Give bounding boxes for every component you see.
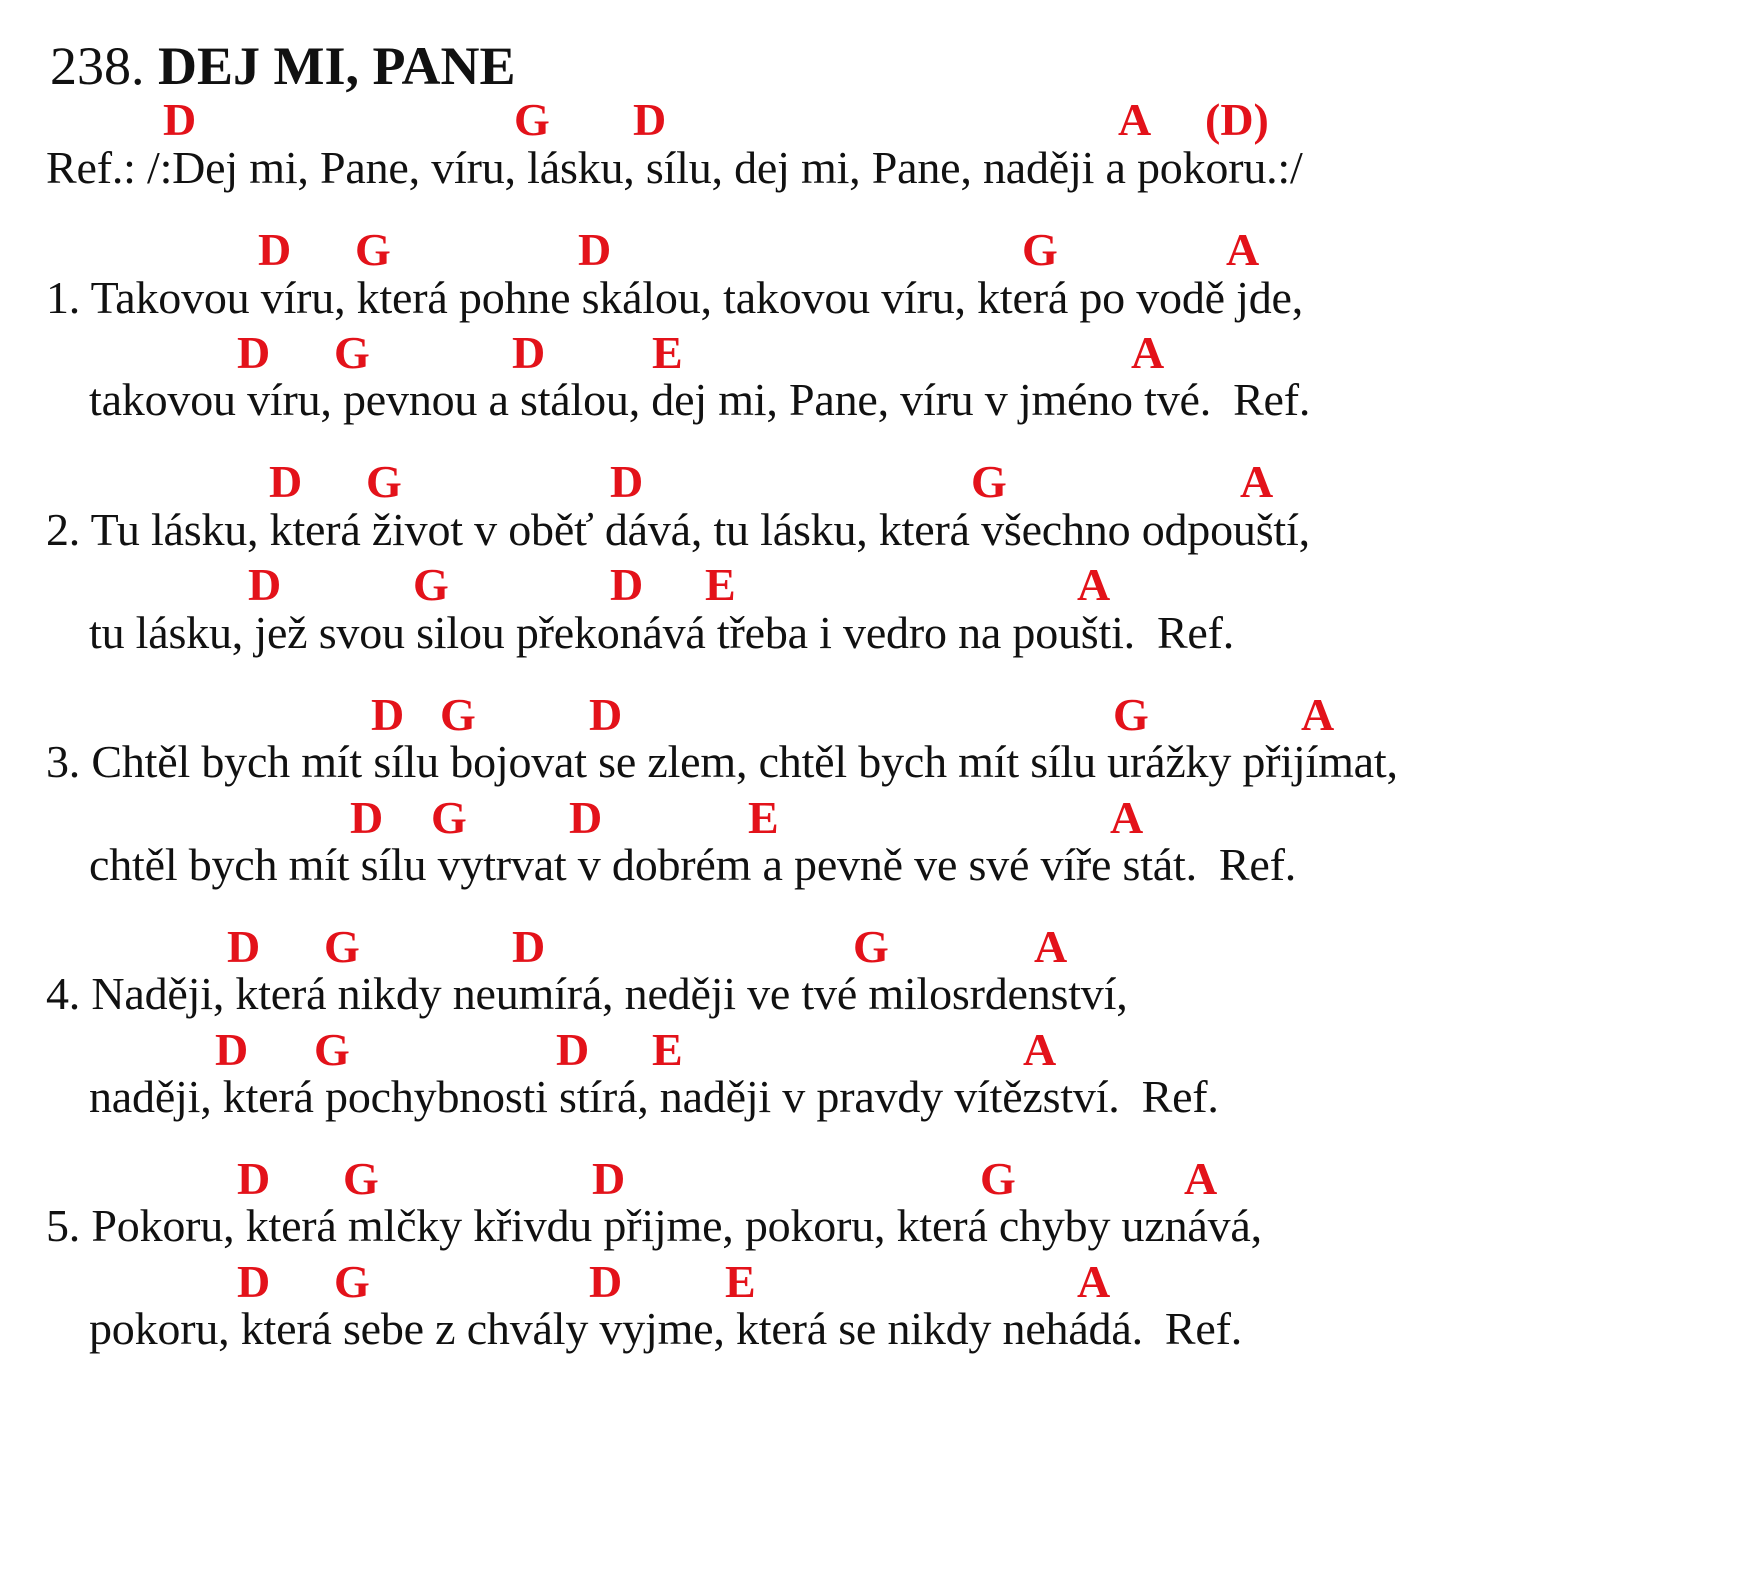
chord: D	[248, 559, 282, 610]
chord: D	[592, 1153, 626, 1204]
chord: A	[1110, 792, 1144, 843]
song-title: DEJ MI, PANE	[158, 36, 516, 96]
chord: A	[1034, 921, 1068, 972]
refrain-marker: Ref.	[1156, 607, 1235, 658]
chord: D	[227, 921, 261, 972]
chord: E	[705, 559, 736, 610]
chord: G	[514, 94, 550, 145]
chord: D	[237, 1256, 271, 1307]
refrain-line: Ref.: /:Dej mi, Pane, víru, lásku, sílu, dej mi, Pane, naději a pokoru.:/	[46, 142, 1303, 193]
chord: G	[314, 1024, 350, 1075]
chord: D	[610, 456, 644, 507]
verse-line: 4. Naději, která nikdy neumírá, neději ve tvé milosrdenství,	[46, 968, 1128, 1019]
chord: G	[413, 559, 449, 610]
refrain-marker: Ref.	[1141, 1071, 1219, 1122]
refrain-marker: Ref.	[1218, 839, 1297, 890]
chord: D	[269, 456, 303, 507]
chord: D	[215, 1024, 249, 1075]
chord: E	[652, 1024, 683, 1075]
verse-line	[89, 1303, 1242, 1355]
chord: G	[334, 1256, 370, 1307]
chord: G	[853, 921, 889, 972]
chord: G	[343, 1153, 379, 1204]
chord: (D)	[1205, 94, 1269, 145]
verse-line	[89, 1071, 1219, 1123]
chord: A	[1077, 1256, 1111, 1307]
verse-line: 3. Chtěl bych mít sílu bojovat se zlem, chtěl bych mít sílu urážky přijímat,	[46, 736, 1398, 787]
verse-text: chtěl bych mít sílu vytrvat v dobrém a pevně ve své víře stát.	[89, 839, 1197, 890]
chord: D	[589, 689, 623, 740]
chord: G	[334, 327, 370, 378]
chord: D	[237, 327, 271, 378]
verse-line	[89, 839, 1296, 891]
chord: D	[163, 94, 197, 145]
chord: D	[512, 327, 546, 378]
chord: G	[324, 921, 360, 972]
chord: A	[1226, 224, 1260, 275]
verse-line	[89, 374, 1310, 426]
song-heading	[50, 36, 516, 96]
chord: G	[980, 1153, 1016, 1204]
chord: D	[350, 792, 384, 843]
chord: A	[1023, 1024, 1057, 1075]
verse-text: pokoru, která sebe z chvály vyjme, která se nikdy nehádá.	[89, 1303, 1143, 1354]
chord: A	[1077, 559, 1111, 610]
chord: A	[1301, 689, 1335, 740]
chord: D	[512, 921, 546, 972]
chord: G	[431, 792, 467, 843]
verse-text: takovou víru, pevnou a stálou, dej mi, Pane, víru v jméno tvé.	[89, 374, 1212, 425]
chord: E	[748, 792, 779, 843]
verse-text: tu lásku, jež svou silou překonává třeba i vedro na poušti.	[89, 607, 1135, 658]
chord: G	[440, 689, 476, 740]
chord: G	[1022, 224, 1058, 275]
chord: D	[237, 1153, 271, 1204]
chord: D	[610, 559, 644, 610]
chord: A	[1184, 1153, 1218, 1204]
chord: G	[366, 456, 402, 507]
chord: D	[556, 1024, 590, 1075]
chord: D	[569, 792, 603, 843]
chord: D	[371, 689, 405, 740]
verse-line: 5. Pokoru, která mlčky křivdu přijme, pokoru, která chyby uznává,	[46, 1200, 1262, 1251]
chord: D	[589, 1256, 623, 1307]
refrain-marker: Ref.	[1233, 374, 1311, 425]
chord: E	[725, 1256, 756, 1307]
chord: D	[633, 94, 667, 145]
chord: G	[355, 224, 391, 275]
chord: A	[1131, 327, 1165, 378]
chord: D	[258, 224, 292, 275]
refrain-marker: Ref.	[1164, 1303, 1243, 1354]
chord: E	[652, 327, 683, 378]
chord: A	[1118, 94, 1152, 145]
chord: G	[971, 456, 1007, 507]
verse-line	[89, 607, 1234, 659]
verse-text: naději, která pochybnosti stírá, naději v pravdy vítězství.	[89, 1071, 1120, 1122]
song-number: 238.	[50, 36, 145, 96]
chord: A	[1240, 456, 1274, 507]
verse-line: 1. Takovou víru, která pohne skálou, takovou víru, která po vodě jde,	[46, 272, 1304, 323]
verse-line: 2. Tu lásku, která život v oběť dává, tu lásku, která všechno odpouští,	[46, 504, 1310, 555]
chord: D	[578, 224, 612, 275]
chord: G	[1113, 689, 1149, 740]
